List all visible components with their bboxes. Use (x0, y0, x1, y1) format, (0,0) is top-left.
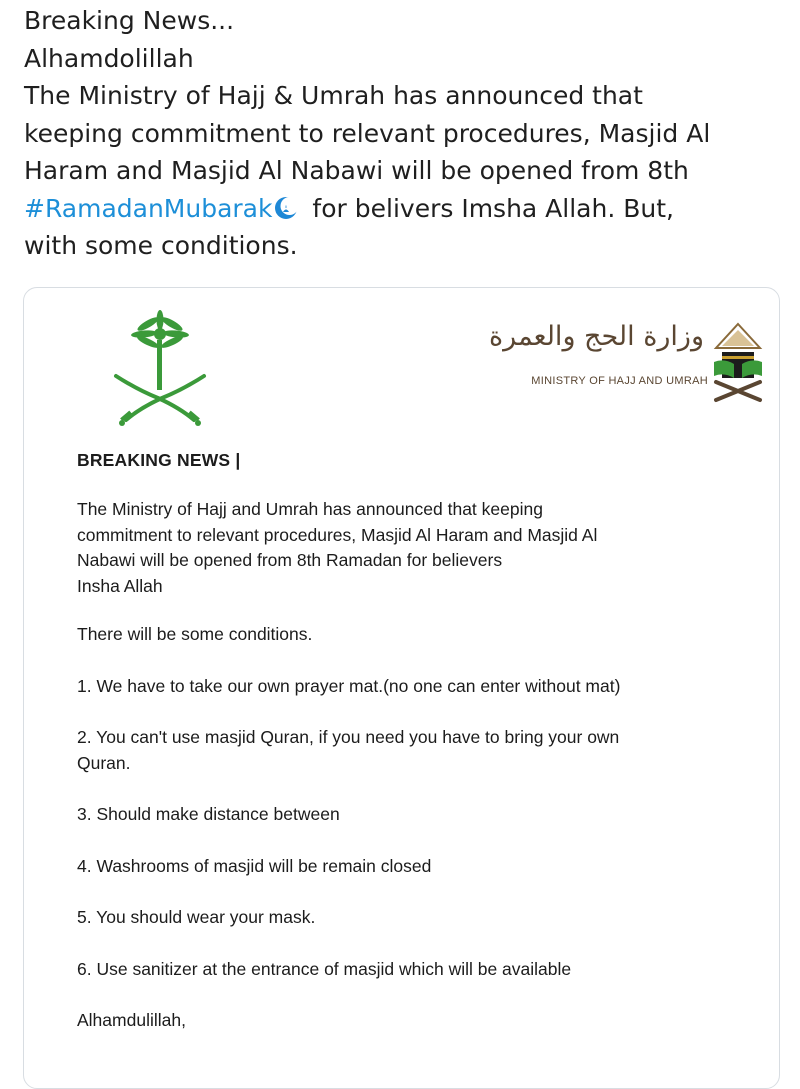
ministry-english-name: MINISTRY OF HAJJ AND UMRAH (531, 375, 708, 387)
crescent-moon-emoji-icon (274, 196, 298, 220)
media-card[interactable] (23, 287, 780, 1089)
intro-line: Insha Allah (77, 575, 163, 596)
tweet-line: Haram and Masjid Al Nabawi will be opened from 8th (24, 156, 689, 185)
condition-item: 4. Washrooms of masjid will be remain closed (77, 855, 432, 876)
condition-line: 2. You can't use masjid Quran, if you need you have to bring your own (77, 727, 620, 747)
condition-line: Quran. (77, 752, 131, 773)
tweet-line: The Ministry of Hajj & Umrah has announced that (24, 81, 643, 110)
condition-item: 1. We have to take our own prayer mat.(no one can enter without mat) (77, 675, 621, 696)
announcement-heading: BREAKING NEWS | (77, 450, 241, 470)
announcement-intro (77, 497, 727, 599)
hashtag-link[interactable]: #RamadanMubarak (24, 193, 273, 223)
intro-line: Nabawi will be opened from 8th Ramadan for believers (77, 550, 503, 570)
condition-item (77, 725, 727, 776)
tweet-line: keeping commitment to relevant procedures, Masjid Al (24, 118, 711, 148)
tweet-line-hashtag (24, 190, 784, 228)
ministry-logo (464, 320, 764, 410)
condition-item: 3. Should make distance between (77, 804, 340, 824)
conditions-intro: There will be some conditions. (77, 624, 313, 644)
tweet-line: Breaking News... (24, 6, 235, 35)
tweet-line: Alhamdolillah (24, 43, 194, 73)
kaaba-quran-logo-icon (710, 322, 766, 406)
condition-item: 6. Use sanitizer at the entrance of masjid which will be available (77, 958, 572, 979)
condition-item: 5. You should wear your mask. (77, 907, 316, 927)
intro-line: commitment to relevant procedures, Masjid Al Haram and Masjid Al (77, 524, 598, 545)
closing-text: Alhamdulillah, (77, 1010, 186, 1030)
tweet-line-rest: for belivers Imsha Allah. But, (304, 193, 674, 223)
ministry-arabic-name: وزارة الحج والعمرة (489, 321, 704, 352)
intro-line: The Ministry of Hajj and Umrah has announced that keeping (77, 499, 543, 519)
tweet-text (24, 2, 784, 265)
announcement-document (77, 450, 727, 1034)
tweet-line: with some conditions. (24, 231, 298, 260)
saudi-palm-swords-emblem-icon (108, 310, 212, 428)
